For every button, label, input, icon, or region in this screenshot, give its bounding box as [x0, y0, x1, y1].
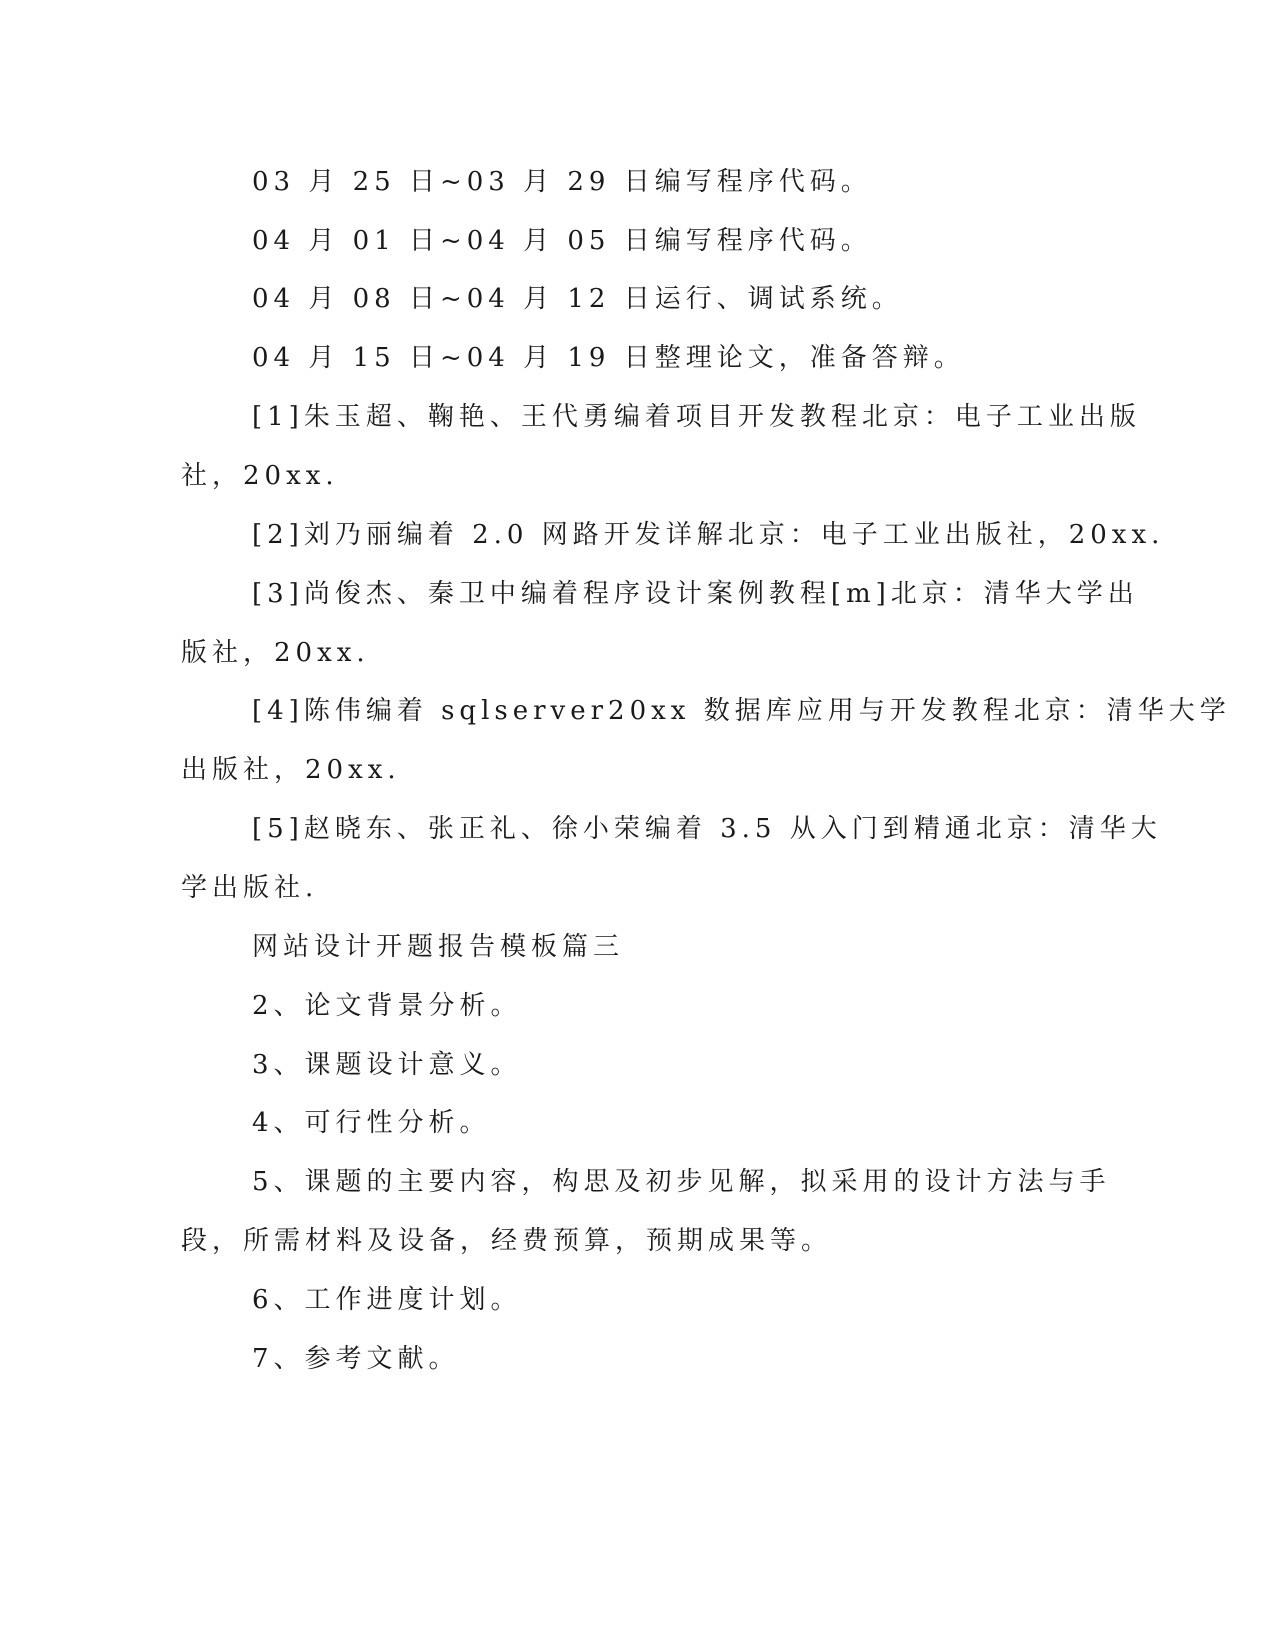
outline-item-7: 7、参考文献。	[252, 1344, 460, 1374]
reference-3-line-2: 版社，20xx.	[181, 638, 370, 668]
reference-1-line-1: [1]朱玉超、鞠艳、王代勇编着项目开发教程北京：电子工业出版	[252, 402, 1141, 432]
outline-item-3: 3、课题设计意义。	[252, 1050, 522, 1080]
outline-item-5-line-2: 段，所需材料及设备，经费预算，预期成果等。	[181, 1226, 833, 1256]
outline-item-5-line-1: 5、课题的主要内容，构思及初步见解，拟采用的设计方法与手	[252, 1167, 1111, 1197]
schedule-line-4: 04 月 15 日~04 月 19 日整理论文，准备答辩。	[252, 343, 965, 373]
outline-item-4: 4、可行性分析。	[252, 1108, 491, 1138]
reference-3-line-1: [3]尚俊杰、秦卫中编着程序设计案例教程[m]北京：清华大学出	[252, 579, 1139, 609]
reference-4-line-2: 出版社，20xx.	[181, 755, 401, 785]
reference-5-line-2: 学出版社.	[181, 873, 319, 903]
reference-1-line-2: 社，20xx.	[181, 461, 339, 491]
schedule-line-3: 04 月 08 日~04 月 12 日运行、调试系统。	[252, 284, 903, 314]
section-heading: 网站设计开题报告模板篇三	[252, 932, 625, 962]
outline-item-6: 6、工作进度计划。	[252, 1285, 522, 1315]
reference-5-line-1: [5]赵晓东、张正礼、徐小荣编着 3.5 从入门到精通北京：清华大	[252, 814, 1162, 844]
schedule-line-2: 04 月 01 日~04 月 05 日编写程序代码。	[252, 226, 872, 256]
reference-2: [2]刘乃丽编着 2.0 网路开发详解北京：电子工业出版社，20xx.	[252, 520, 1165, 550]
reference-4-line-1: [4]陈伟编着 sqlserver20xx 数据库应用与开发教程北京：清华大学	[252, 696, 1231, 726]
outline-item-2: 2、论文背景分析。	[252, 991, 522, 1021]
schedule-line-1: 03 月 25 日~03 月 29 日编写程序代码。	[252, 167, 872, 197]
